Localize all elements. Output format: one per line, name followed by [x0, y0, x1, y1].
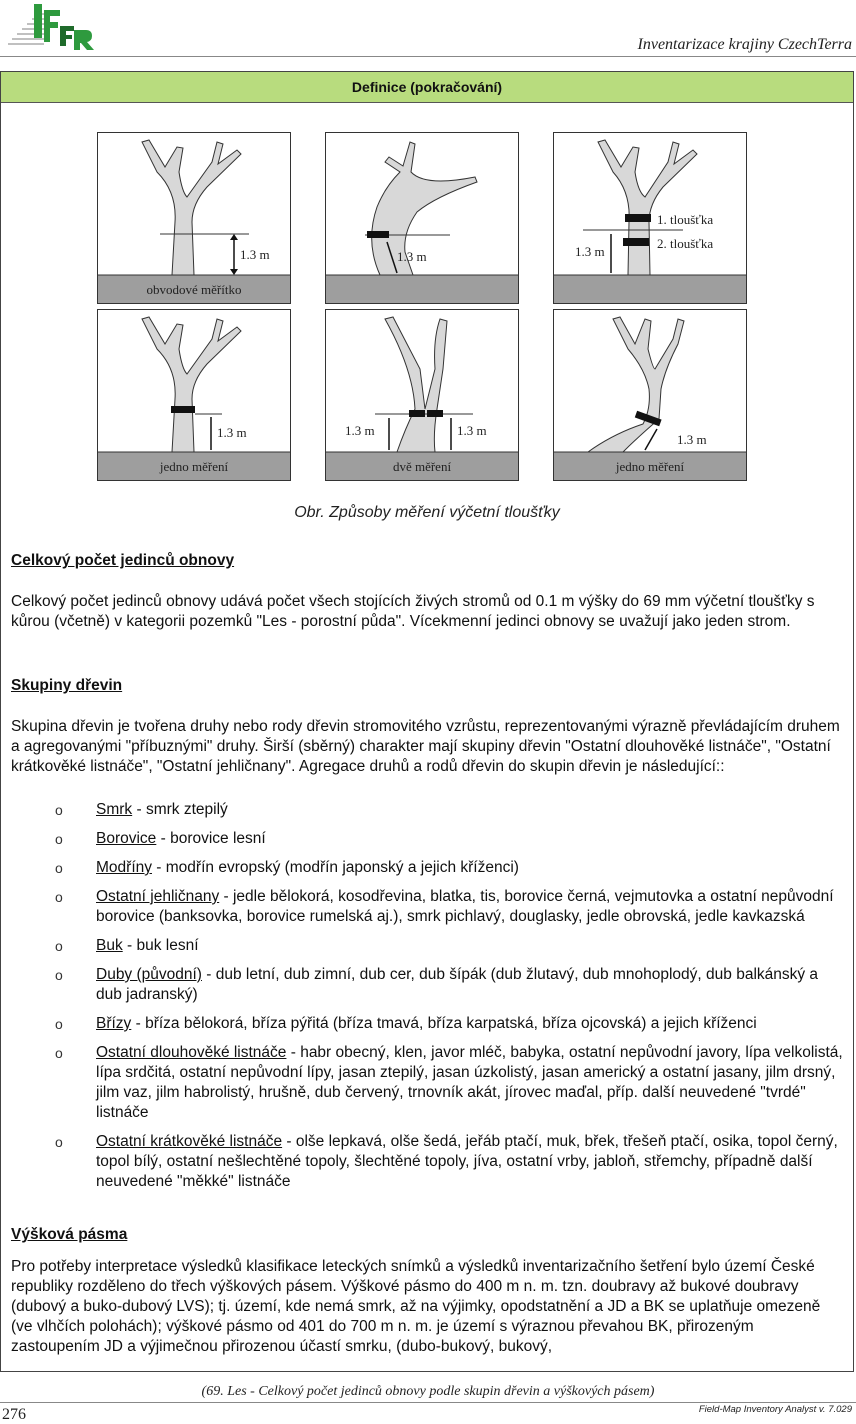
figure-panel-sabre	[553, 309, 747, 481]
list-item: o Modříny - modřín evropský (modřín japonský a jejich kříženci)	[55, 859, 519, 876]
list-item: o Smrk - smrk ztepilý	[55, 801, 228, 818]
figure-panel-single	[97, 309, 291, 481]
bullet-icon: o	[55, 802, 63, 818]
list-item: o Ostatní jehličnany - jedle bělokorá, kosodřevina, blatka, tis, borovice černá, vejmutovka a ostatní nepůvodní borovice (banksovka, borovice rumelská aj.), smrk pichlavý, douglasky, jedle obrovská, jedle kavkazská	[55, 888, 834, 925]
figure-panel-deformed	[553, 132, 747, 304]
bullet-icon: o	[55, 831, 63, 847]
heading-skupiny: Skupiny dřevin	[11, 677, 123, 694]
svg-text:1.3 m: 1.3 m	[345, 423, 375, 438]
heading-obnova: Celkový počet jedinců obnovy	[11, 552, 235, 569]
chapter-caption: (69. Les - Celkový počet jedinců obnovy podle skupin dřevin a výškových pásem)	[201, 1384, 655, 1399]
product-version: Field-Map Inventory Analyst v. 7.029	[698, 1404, 852, 1415]
svg-text:2. tloušťka: 2. tloušťka	[657, 236, 714, 251]
svg-text:1. tloušťka: 1. tloušťka	[657, 212, 714, 227]
bullet-icon: o	[55, 938, 63, 954]
svg-text:1.3 m: 1.3 m	[677, 432, 707, 447]
list-item: o Břízy - bříza bělokorá, bříza pýřitá (bříza tmavá, bříza karpatská, bříza ojcovská) a jejich kříženci	[55, 1015, 757, 1032]
ifer-logo	[4, 2, 96, 52]
paragraph-pasma: Pro potřeby interpretace výsledků klasifikace leteckých snímků a výsledků inventarizačního šetření bylo území České republiky rozděleno do třech výškových pásem. Výškové pásmo do 400 m n. m. tzn. doubravy až bukové doubravy (dubový a buko-dubový LVS); tj. území, kde nemá smrk, až na výjimky, opodstatnění a JD a BK se uplatňuje omezeně (ve vlhčích polohách); výškové pásmo od 401 do 700 m n. m. je území s výraznou převahou BK, přirozeným zastoupením JD a výjimečnou přirozenou účastí smrku, (dubo-bukový, bukový,	[11, 1258, 821, 1355]
svg-text:1.3 m: 1.3 m	[575, 244, 605, 259]
svg-text:jedno měření: jedno měření	[615, 459, 685, 474]
list-item: o Ostatní krátkověké listnáče - olše lepkavá, olše šedá, jeřáb ptačí, muk, břek, třešeň ptačí, osika, topol černý, topol bílý, ostatní nešlechtěné topoly, šlechtěné topoly, jíva, ostatní vrby, jabloň, střemchy, případně další neuvedené "měkké" listnáče	[55, 1133, 838, 1190]
svg-text:1.3 m: 1.3 m	[240, 247, 270, 262]
heading-pasma: Výšková pásma	[11, 1226, 128, 1243]
bullet-icon: o	[55, 1134, 63, 1150]
tree-group-list	[11, 800, 846, 1192]
bullet-icon: o	[55, 860, 63, 876]
paragraph-skupiny: Skupina dřevin je tvořena druhy nebo rody dřevin stromovitého vzrůstu, reprezentovanými výrazně převládajícím druhem a agregovanými "příbuznými" druhy. Širší (sběrný) charakter mají skupiny dřevin "Ostatní dlouhověké listnáče", "Ostatní krátkověké listnáče", "Ostatní jehličnany". Agregace druhů a rodů dřevin do skupin dřevin je následující::	[11, 718, 840, 775]
svg-text:dvě měření: dvě měření	[392, 459, 452, 474]
svg-text:1.3 m: 1.3 m	[217, 425, 247, 440]
bullet-icon: o	[55, 967, 63, 983]
figure-panel-tape	[97, 132, 291, 304]
section-title: Definice (pokračování)	[1, 72, 853, 103]
figure-panel-double	[325, 309, 519, 481]
svg-text:1.3 m: 1.3 m	[457, 423, 487, 438]
dbh-measurement-figure	[97, 132, 747, 482]
bullet-icon: o	[55, 1016, 63, 1032]
list-item: o Buk - buk lesní	[55, 937, 199, 954]
svg-text:jedno měření: jedno měření	[159, 459, 229, 474]
figure-caption: Obr. Způsoby měření výčetní tloušťky	[294, 504, 560, 521]
list-item: o Borovice - borovice lesní	[55, 830, 266, 847]
content-frame	[0, 71, 854, 1372]
paragraph-obnova: Celkový počet jedinců obnovy udává počet všech stojících živých stromů od 0.1 m výšky do 69 mm výčetní tloušťky s kůrou (včetně) v kategorii pozemků "Les - porostní půda". Vícekmenní jedinci obnovy se uvažují jako jeden strom.	[11, 593, 815, 630]
header-divider	[0, 56, 856, 57]
document-title: Inventarizace krajiny CzechTerra	[637, 36, 852, 53]
page-number: 276	[2, 1406, 26, 1423]
figure-panel-leaning	[325, 132, 519, 304]
bullet-icon: o	[55, 889, 63, 905]
svg-text:obvodové měřítko: obvodové měřítko	[146, 282, 242, 297]
list-item: o Duby (původní) - dub letní, dub zimní, dub cer, dub šípák (dub žlutavý, dub mnohoplodý, dub balkánský a dub jadranský)	[55, 966, 819, 1003]
svg-text:1.3 m: 1.3 m	[397, 249, 427, 264]
list-item: o Ostatní dlouhověké listnáče - habr obecný, klen, javor mléč, babyka, ostatní nepůvodní javory, lípa velkolistá, lípa srdčitá, ostatní nepůvodní lípy, jasan ztepilý, jasan úzkolistý, jasan americký a ostatní jasany, jilm drsný, jilm vaz, jilm habrolistý, hrušně, dub červený, trnovník akát, jírovec maďal, příp. další neuvedené "tvrdé" listnáče	[55, 1044, 843, 1121]
footer-divider	[0, 1402, 856, 1403]
bullet-icon: o	[55, 1045, 63, 1061]
